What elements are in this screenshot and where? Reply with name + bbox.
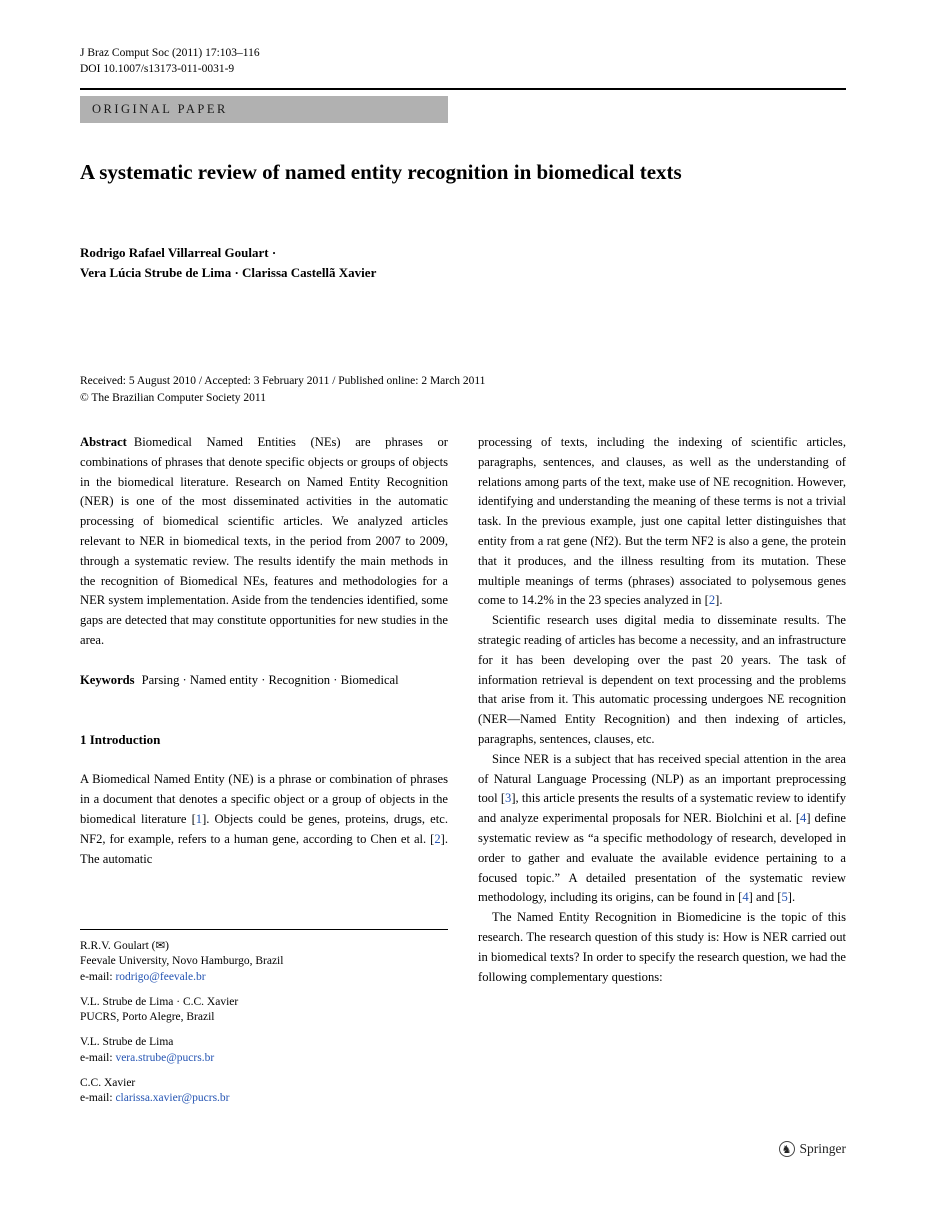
email-link-xavier[interactable]: clarissa.xavier@pucrs.br <box>115 1092 230 1105</box>
intro-paragraph-4: The Named Entity Recognition in Biomedicine is the topic of this research. The research question of this study is: How is NER carried out in biomedical texts? In order to specify the research question, we had the following complementary questions: <box>478 910 846 984</box>
left-column <box>80 433 448 869</box>
affiliation-feevale: Feevale University, Novo Hamburgo, Brazil <box>80 955 284 968</box>
right-column <box>478 433 846 987</box>
footnote-block <box>80 929 448 1117</box>
header-rule <box>80 88 846 90</box>
abstract-paragraph <box>80 433 448 651</box>
keywords-text: Parsing · Named entity · Recognition · Biomedical <box>141 672 399 687</box>
received-accepted-line: Received: 5 August 2010 / Accepted: 3 February 2011 / Published online: 2 March 2011 <box>80 375 486 387</box>
intro-paragraph-1: A Biomedical Named Entity (NE) is a phrase or combination of phrases in a document that denotes a specific object or a group of objects in the biomedical literature [1]. Objects could be genes, proteins, drugs, etc. NF2, for example, refers to a human gene, according to Chen et al. [2]. The automatic <box>80 772 448 866</box>
citation-ref-2[interactable]: 2 <box>708 593 716 608</box>
email-line-strube-de-lima: e-mail: vera.strube@pucrs.br <box>80 1051 215 1064</box>
author-line-2: Vera Lúcia Strube de Lima · Clarissa Castellã Xavier <box>80 265 377 280</box>
footnote-group-strube-de-lima <box>80 1035 448 1066</box>
author-line-1: Rodrigo Rafael Villarreal Goulart · <box>80 245 277 260</box>
footnote-group-xavier <box>80 1076 448 1107</box>
authors-block <box>80 243 376 283</box>
springer-logo-glyph: ♞ <box>781 1142 792 1156</box>
intro-paragraph-2: Scientific research uses digital media to disseminate results. The strategic reading of articles has become a necessity, and an infrastructure for it has been developing over the past 20 years. The task of information retrieval is dependent on text processing and the problems that arise from it. This automatic processing undergoes NE recognition (NER—Named Entity Recognition) and then indexing of articles, paragraphs, sentences, clauses, etc. <box>478 613 846 746</box>
springer-logo-icon <box>779 1141 795 1157</box>
doi-line: DOI 10.1007/s13173-011-0031-9 <box>80 63 235 75</box>
email-line-xavier: e-mail: clarissa.xavier@pucrs.br <box>80 1092 230 1105</box>
footnote-group-corresponding-author <box>80 939 448 985</box>
corresponding-author-name: R.R.V. Goulart (✉) <box>80 940 169 952</box>
abstract-text: Biomedical Named Entities (NEs) are phrases or combinations of phrases that denote specific objects or groups of objects in the biomedical literature. Research on Named Entity Recognition (NER) is one of the most disseminated activities in the automatic processing of biomedical scientific articles. We analyzed articles relevant to NER in biomedical texts, in the period from 2007 to 2009, through a systematic review. The results identify the main methods in the recognition of Biomedical NEs, features and methodologies for a NER system implementation. Aside from the tendencies identified, some gaps are detected that may constitute opportunities for new studies in the area. <box>80 435 448 647</box>
publisher-footer <box>779 1141 847 1157</box>
keywords-label: Keywords <box>80 672 135 687</box>
email-link-goulart[interactable]: rodrigo@feevale.br <box>115 970 206 983</box>
affiliation-pucrs: PUCRS, Porto Alegre, Brazil <box>80 1011 215 1024</box>
intro-paragraph-3: Since NER is a subject that has received special attention in the area of Natural Language Processing (NLP) as an important preprocessing tool [3], this article presents the results of a systematic review to identify and analyze experimental proposals for NER. Biolchini et al. [4] define systematic review as “a specific methodology of research, developed in order to gather and evaluate the available evidence pertaining to a focused topic.” A detailed presentation of the systematic review methodology, including its origins, can be found in [4] and [5]. <box>478 751 846 905</box>
author-xavier: C.C. Xavier <box>80 1077 136 1090</box>
intro-paragraph-1-continued: processing of texts, including the indexing of scientific articles, paragraphs, sentences, and clauses, as well as the understanding of relations among parts of the text, make use of NE recognition. However, identifying and understanding the meaning of these terms is not a trivial task. In the previous example, just one capital letter distinguishes that entity from a rat gene (Nf2). But the term NF2 is also a gene, the protein that it produces, and the illness resulting from its mutation. These multiple meanings of terms (phrases) associated to polysemous genes come to 14.2% in the 23 species analyzed in [2]. <box>478 435 846 608</box>
email-line-goulart: e-mail: rodrigo@feevale.br <box>80 970 206 983</box>
author-strube-de-lima: V.L. Strube de Lima <box>80 1036 174 1049</box>
citation-ref-4[interactable]: 4 <box>742 890 749 905</box>
citation-ref-5[interactable]: 5 <box>781 890 788 905</box>
footnote-group-pucrs <box>80 995 448 1026</box>
paper-title: A systematic review of named entity recognition in biomedical texts <box>80 160 682 184</box>
keywords-paragraph <box>80 671 425 691</box>
publisher-name: Springer <box>799 1141 846 1156</box>
publication-meta <box>80 373 485 406</box>
citation-ref-4[interactable]: 4 <box>800 811 807 826</box>
article-type-badge: ORIGINAL PAPER <box>80 96 448 123</box>
authors-pucrs: V.L. Strube de Lima · C.C. Xavier <box>80 995 239 1008</box>
citation-ref-2[interactable]: 2 <box>434 831 441 846</box>
copyright-line: © The Brazilian Computer Society 2011 <box>80 391 266 404</box>
journal-reference: J Braz Comput Soc (2011) 17:103–116 <box>80 47 260 59</box>
abstract-label: Abstract <box>80 435 127 449</box>
footnote-rule <box>80 929 448 930</box>
section-heading-introduction: 1 Introduction <box>80 731 161 747</box>
email-link-strube-de-lima[interactable]: vera.strube@pucrs.br <box>115 1051 215 1064</box>
citation-ref-3[interactable]: 3 <box>505 791 512 806</box>
citation-ref-1[interactable]: 1 <box>195 811 203 826</box>
